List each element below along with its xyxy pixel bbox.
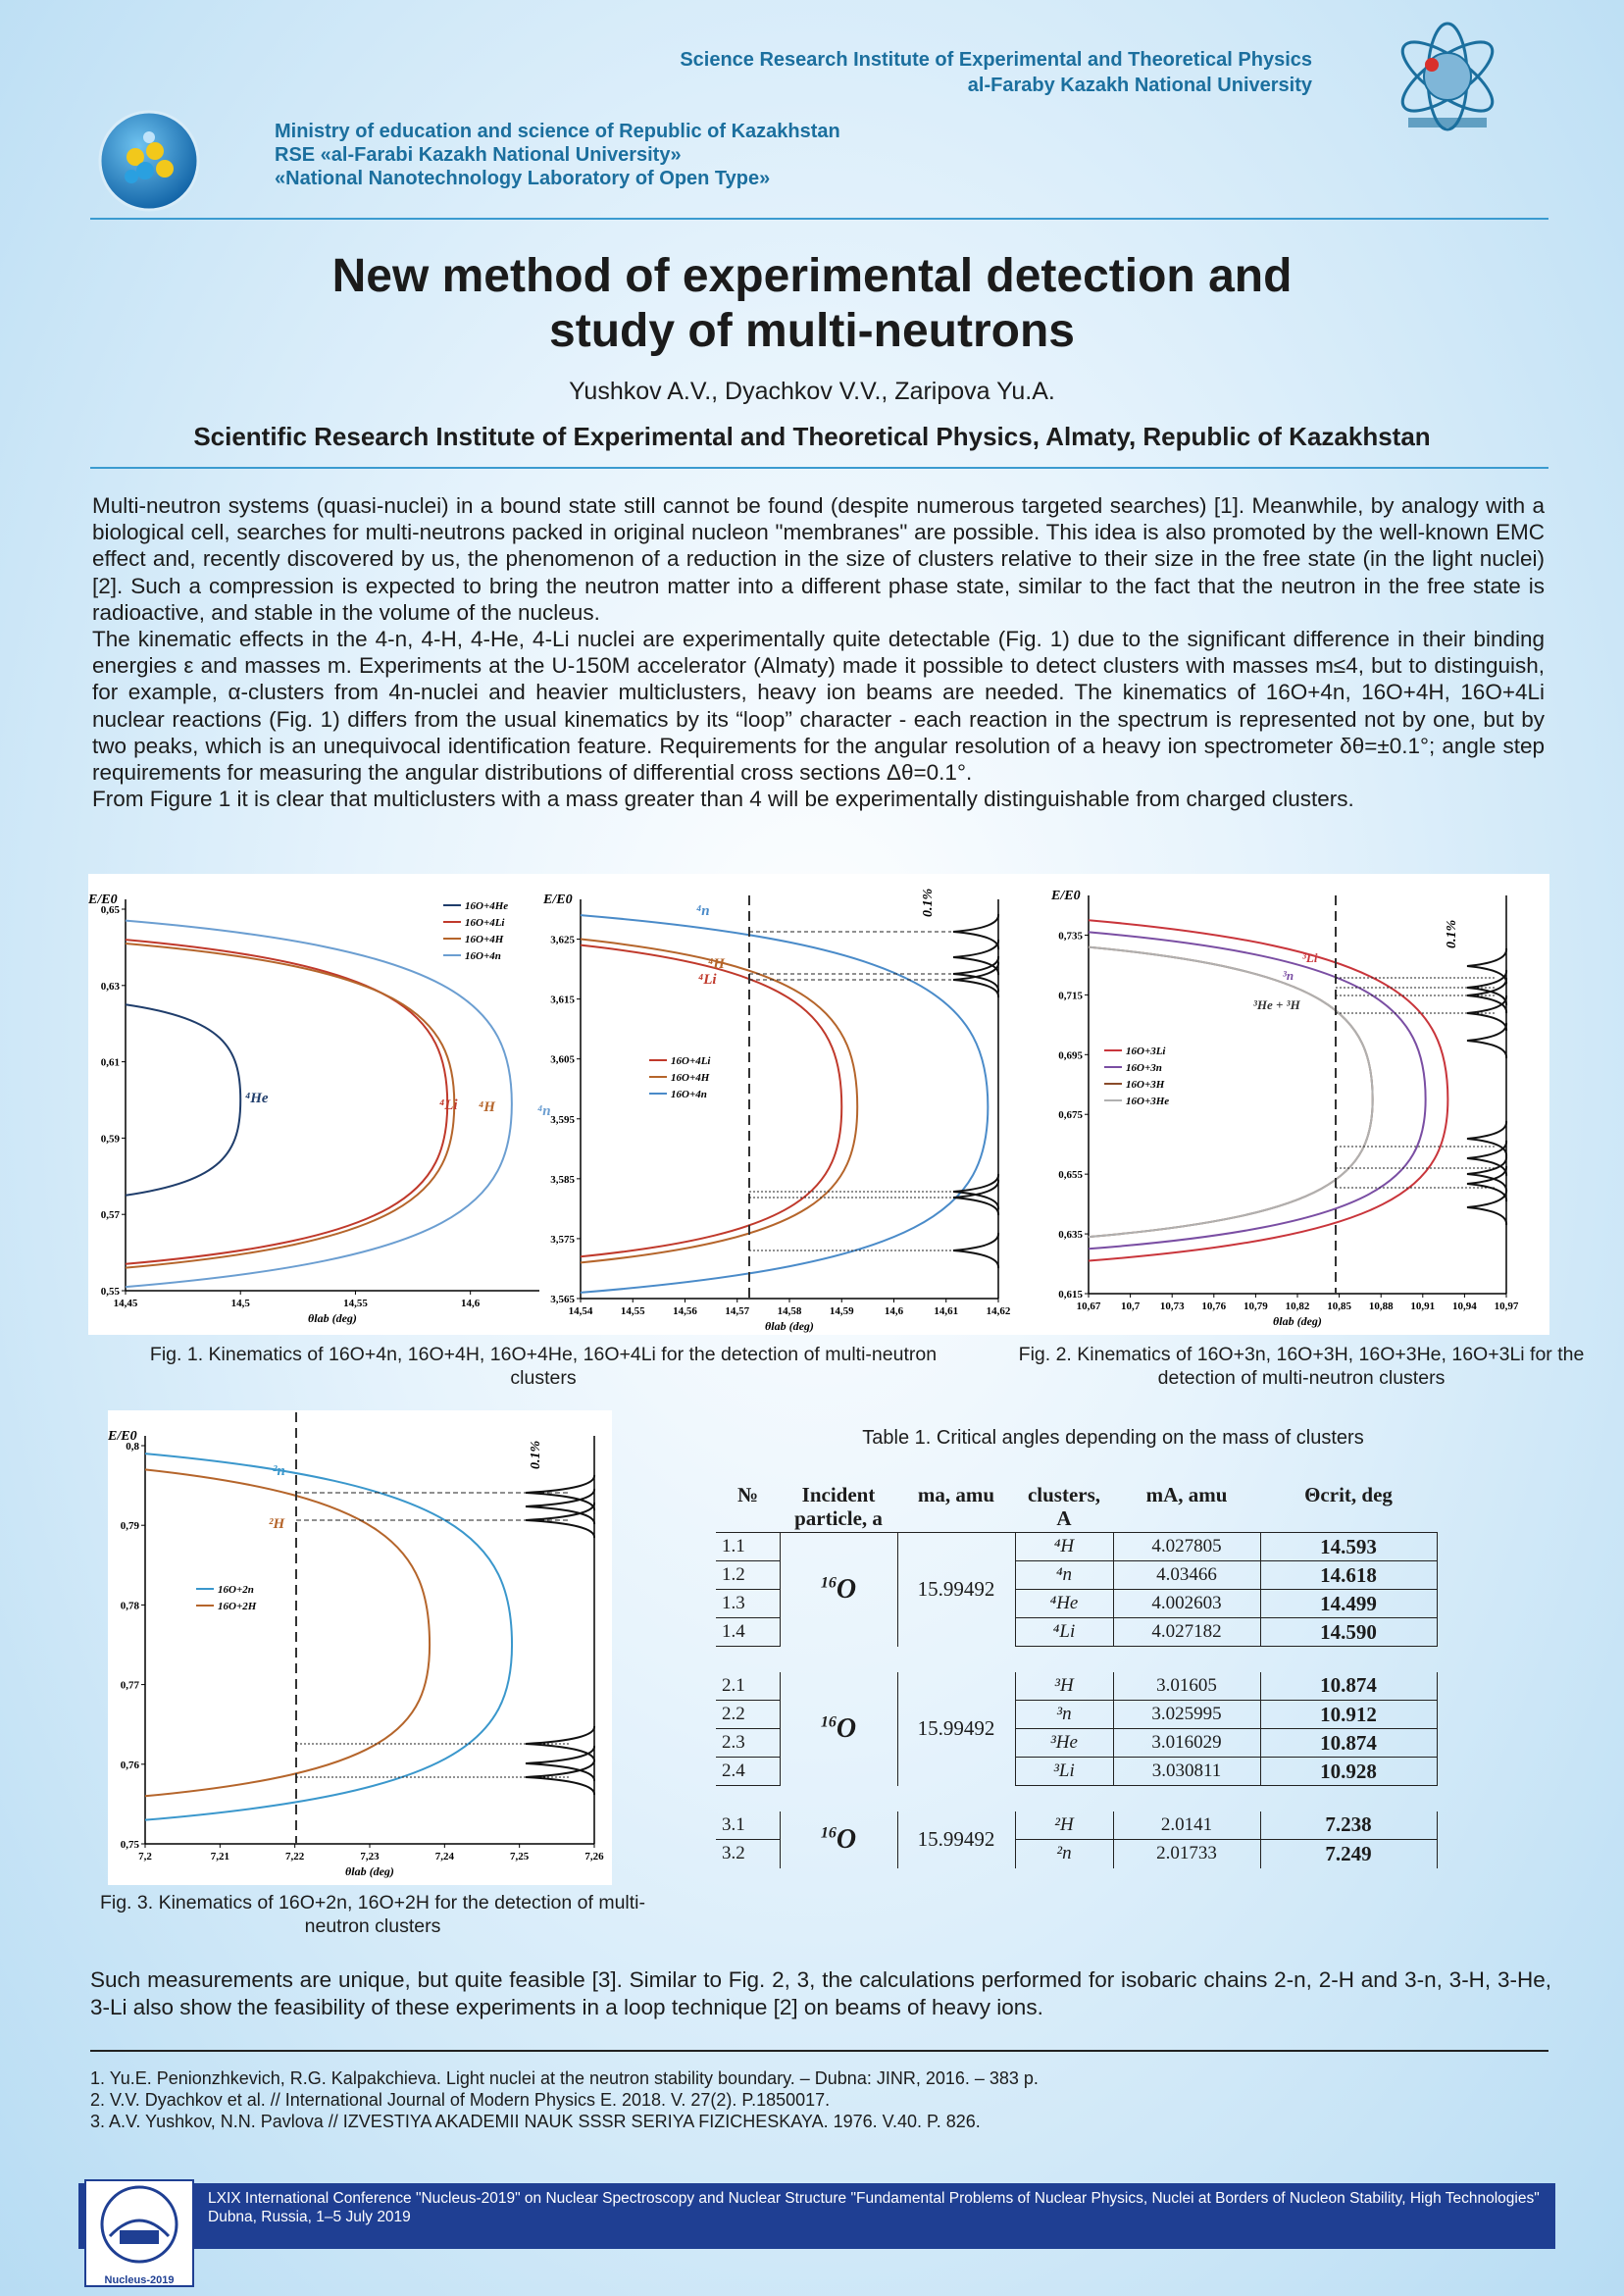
abstract-paragraph: The kinematic effects in the 4-n, 4-H, 4-He, 4-Li nuclei are experimentally quite detectable (Fig. 1) due to the significant difference in their binding energies ε and masses m. Experiments at the U-150M accelerator (Almaty) made it possible to detect clusters with masses m≤4, but to distinguish, for example, α-clusters from 4n-nuclei and heavier multiclusters, heavy ion beams are needed. The kinematics of 16O+4n, 16O+4H, 16O+4Li nuclear reactions (Fig. 1) differs from the usual kinematics by its “loop” character - each reaction in the spectrum is represented not by one, but by two peaks, which is an unequivocal identification feature. Requirements for the angular resolution of a heavy ion spectrometer δθ=±0.1°; angle step requirements for measuring the angular distributions of differential cross sections Δθ=0.1°. bbox=[92, 627, 1545, 786]
curve-label-3n: ³n bbox=[1283, 968, 1294, 983]
cluster-mass: 4.027182 bbox=[1113, 1618, 1260, 1647]
critical-angle: 14.499 bbox=[1260, 1590, 1437, 1618]
cluster: ⁴n bbox=[1015, 1561, 1113, 1590]
cluster-mass: 3.01605 bbox=[1113, 1672, 1260, 1701]
y-axis-label: E/E0 bbox=[108, 1429, 137, 1444]
row-number: 1.1 bbox=[716, 1533, 780, 1561]
poster-title bbox=[0, 249, 1624, 359]
critical-angle: 10.874 bbox=[1260, 1729, 1437, 1758]
cluster-mass: 4.002603 bbox=[1113, 1590, 1260, 1618]
series-line bbox=[126, 1004, 240, 1196]
series-line bbox=[126, 940, 447, 1264]
particle-mass: 15.99492 bbox=[897, 1672, 1015, 1786]
reference-item: 2. V.V. Dyachkov et al. // International Journal of Modern Physics E. 2018. V. 27(2). P.1850017. bbox=[90, 2090, 831, 2110]
curve-label: ⁴n bbox=[696, 903, 710, 919]
legend-label: 16O+4Li bbox=[671, 1055, 711, 1067]
series-line bbox=[581, 915, 988, 1293]
x-tick-label: 14,55 bbox=[620, 1305, 645, 1317]
x-tick-label: 14,57 bbox=[725, 1305, 750, 1317]
x-tick-label: 14,56 bbox=[673, 1305, 697, 1317]
row-number: 3.2 bbox=[722, 1843, 745, 1864]
x-tick-label: 14,55 bbox=[343, 1298, 368, 1309]
peak bbox=[953, 962, 998, 997]
series-line bbox=[1089, 947, 1373, 1237]
kaznu-logo bbox=[98, 110, 200, 212]
curve-label: ²H bbox=[269, 1516, 285, 1532]
critical-angles-table bbox=[716, 1481, 1438, 1868]
fig3-chart bbox=[108, 1410, 612, 1885]
cluster: ⁴Li bbox=[1015, 1618, 1113, 1647]
legend-label: 16O+4He bbox=[465, 900, 509, 912]
col-header: clusters, A bbox=[1027, 1483, 1101, 1530]
ministry-line-3: «National Nanotechnology Laboratory of Open Type» bbox=[275, 168, 771, 189]
row-number: 1.3 bbox=[716, 1590, 780, 1618]
curve-label: ⁴Li bbox=[439, 1097, 458, 1113]
series-line bbox=[1089, 947, 1373, 1237]
x-tick-label: 14,54 bbox=[568, 1305, 593, 1317]
x-tick-label: 14,59 bbox=[829, 1305, 854, 1317]
legend-label: 16O+3Li bbox=[1126, 1046, 1166, 1057]
y-tick-label: 0,63 bbox=[100, 980, 120, 993]
peak bbox=[953, 956, 998, 992]
y-tick-label: 3,565 bbox=[550, 1294, 575, 1305]
fig1-chart bbox=[88, 874, 1069, 1335]
curve-label: ⁴n bbox=[537, 1103, 551, 1119]
legend-label: 16O+4n bbox=[671, 1089, 707, 1100]
x-tick-label: 7,25 bbox=[510, 1851, 530, 1862]
x-tick-label: 10,94 bbox=[1452, 1301, 1477, 1312]
legend-label: 16O+4Li bbox=[465, 917, 505, 929]
x-tick-label: 14,5 bbox=[230, 1298, 250, 1309]
cluster-mass: 3.025995 bbox=[1113, 1701, 1260, 1729]
critical-angle: 14.590 bbox=[1260, 1618, 1437, 1647]
col-header: ma, amu bbox=[917, 1483, 995, 1506]
x-tick-label: 10,7 bbox=[1120, 1301, 1141, 1312]
x-tick-label: 10,76 bbox=[1201, 1301, 1227, 1312]
x-tick-label: 7,23 bbox=[360, 1851, 380, 1862]
institute-line-2: al-Faraby Kazakh National University bbox=[967, 75, 1312, 96]
legend-label: 16O+3He bbox=[1126, 1096, 1170, 1107]
legend-label: 16O+4H bbox=[671, 1072, 710, 1084]
table-row bbox=[716, 1672, 1437, 1701]
x-tick-label: 14,62 bbox=[986, 1305, 1011, 1317]
chart-plot bbox=[88, 893, 551, 1325]
critical-angle: 10.928 bbox=[1260, 1758, 1437, 1786]
cluster-mass: 2.01733 bbox=[1113, 1840, 1260, 1868]
cluster: ⁴H bbox=[1015, 1533, 1113, 1561]
conference-logo-text: Nucleus-2019 bbox=[104, 2274, 175, 2286]
resolution-label: 0.1% bbox=[921, 888, 936, 917]
x-tick-label: 10,88 bbox=[1368, 1301, 1394, 1312]
legend-label: 16O+4H bbox=[465, 934, 504, 945]
x-tick-label: 7,21 bbox=[210, 1851, 229, 1862]
curve-label: ²n bbox=[273, 1463, 285, 1479]
y-tick-label: 0,77 bbox=[120, 1679, 139, 1692]
institute-line-1: Science Research Institute of Experimental and Theoretical Physics bbox=[680, 49, 1312, 71]
y-axis-label: E/E0 bbox=[88, 893, 118, 907]
spectrum bbox=[526, 1441, 594, 1795]
series-line bbox=[581, 940, 857, 1263]
y-tick-label: 3,605 bbox=[550, 1053, 575, 1066]
fig2-caption: Fig. 2. Kinematics of 16O+3n, 16O+3H, 16O+3He, 16O+3Li for the detection of multi-neutron clusters bbox=[1018, 1344, 1585, 1389]
ministry-line-2: RSE «al-Farabi Kazakh National University» bbox=[275, 144, 682, 166]
y-tick-label: 0,65 bbox=[100, 904, 120, 916]
cluster: ³n bbox=[1015, 1701, 1113, 1729]
y-tick-label: 0,735 bbox=[1058, 930, 1083, 943]
legend-label: 16O+3H bbox=[1126, 1079, 1165, 1091]
x-tick-label: 10,82 bbox=[1285, 1301, 1310, 1312]
curve-label-3he-3h: ³He + ³H bbox=[1253, 997, 1300, 1012]
legend-label: 16O+2n bbox=[218, 1584, 254, 1596]
abstract-paragraph: Multi-neutron systems (quasi-nuclei) in a bound state still cannot be found (despite numerous targeted searches) [1]. Meanwhile, by analogy with a biological cell, searches for multi-neutrons packed in original nucleon "membranes" are possible. This idea is also promoted by the well-known EMC effect and, recently discovered by us, the phenomenon of a reduction in the size of clusters relative to their size in the free state (in the light nuclei) [2]. Such a compression is expected to bring the neutron matter into a different phase state, similar to the fact that the neutron in the free state is radioactive, and stable in the volume of the nucleus. bbox=[92, 493, 1545, 625]
curve-label: ⁴H bbox=[479, 1099, 495, 1115]
x-tick-label: 10,67 bbox=[1076, 1301, 1101, 1312]
x-tick-label: 10,91 bbox=[1410, 1301, 1436, 1312]
institute-name bbox=[680, 47, 1312, 98]
header-divider bbox=[90, 218, 1548, 220]
y-tick-label: 3,625 bbox=[550, 934, 575, 946]
y-tick-label: 0,59 bbox=[100, 1133, 120, 1146]
peak bbox=[1467, 1023, 1506, 1058]
table-spacer bbox=[716, 1786, 1437, 1811]
ministry-line-1: Ministry of education and science of Republic of Kazakhstan bbox=[275, 121, 840, 142]
x-tick-label: 10,85 bbox=[1327, 1301, 1351, 1312]
col-header: Θcrit, deg bbox=[1304, 1483, 1393, 1506]
cluster-mass: 4.03466 bbox=[1113, 1561, 1260, 1590]
x-axis-label: θlab (deg) bbox=[345, 1864, 394, 1878]
peak bbox=[953, 1233, 998, 1268]
y-axis-label: E/E0 bbox=[543, 893, 573, 907]
cluster-mass: 4.027805 bbox=[1113, 1533, 1260, 1561]
affiliation: Scientific Research Institute of Experimental and Theoretical Physics, Almaty, Republic of Kazakhstan bbox=[193, 422, 1431, 451]
x-tick-label: 14,61 bbox=[934, 1305, 959, 1317]
table-row bbox=[716, 1811, 1437, 1840]
col-header: mA, amu bbox=[1145, 1483, 1228, 1506]
critical-angle: 7.238 bbox=[1260, 1811, 1437, 1840]
critical-angle: 14.593 bbox=[1260, 1533, 1437, 1561]
abstract-paragraph: From Figure 1 it is clear that multiclusters with a mass greater than 4 will be experimentally distinguishable from charged clusters. bbox=[92, 787, 1354, 812]
x-tick-label: 10,73 bbox=[1159, 1301, 1185, 1312]
table-spacer bbox=[716, 1647, 1437, 1672]
peak bbox=[1467, 948, 1506, 984]
legend-label: 16O+3n bbox=[1126, 1062, 1162, 1074]
x-tick-label: 14,45 bbox=[113, 1298, 138, 1309]
conference-logo bbox=[84, 2179, 194, 2287]
authors: Yushkov A.V., Dyachkov V.V., Zaripova Yu.A. bbox=[569, 378, 1055, 405]
legend bbox=[649, 1055, 711, 1100]
critical-angle: 10.912 bbox=[1260, 1701, 1437, 1729]
institute-atom-logo bbox=[1389, 16, 1506, 133]
conclusion: Such measurements are unique, but quite feasible [3]. Similar to Fig. 2, 3, the calculations performed for isobaric chains 2-n, 2-H and 3-n, 3-H, 3-He, 3-Li also show the feasibility of these experiments in a loop technique [2] on beams of heavy ions. bbox=[90, 1967, 1551, 2019]
x-tick-label: 14,6 bbox=[884, 1305, 904, 1317]
critical-angle: 7.249 bbox=[1260, 1840, 1437, 1868]
y-axis-label: E/E0 bbox=[1051, 889, 1081, 903]
cluster-mass: 3.016029 bbox=[1113, 1729, 1260, 1758]
incident-particle: $^{16}$O bbox=[780, 1672, 897, 1786]
y-tick-label: 3,585 bbox=[550, 1173, 575, 1186]
curve-label: ⁴He bbox=[245, 1091, 269, 1106]
abstract bbox=[92, 492, 1545, 812]
incident-particle: $^{16}$O bbox=[780, 1533, 897, 1647]
y-tick-label: 0,79 bbox=[120, 1520, 139, 1533]
chart-plot bbox=[108, 1429, 604, 1878]
legend-label: 16O+2H bbox=[218, 1601, 257, 1612]
y-tick-label: 0,57 bbox=[100, 1209, 120, 1222]
x-tick-label: 7,22 bbox=[285, 1851, 305, 1862]
peak bbox=[953, 1180, 998, 1215]
resolution-label: 0.1% bbox=[529, 1440, 543, 1469]
footer-text bbox=[208, 2189, 1542, 2226]
y-tick-label: 0,615 bbox=[1058, 1289, 1083, 1301]
cluster: ⁴He bbox=[1015, 1590, 1113, 1618]
references bbox=[90, 2067, 1039, 2132]
cluster-mass: 3.030811 bbox=[1113, 1758, 1260, 1786]
row-number: 2.1 bbox=[716, 1672, 780, 1701]
incident-particle: $^{16}$O bbox=[780, 1811, 897, 1868]
peak bbox=[953, 1174, 998, 1209]
ministry-block bbox=[275, 120, 840, 190]
peak bbox=[1467, 1190, 1506, 1225]
x-tick-label: 7,2 bbox=[138, 1851, 152, 1862]
y-tick-label: 0,61 bbox=[100, 1056, 120, 1069]
title-divider bbox=[90, 467, 1548, 469]
x-tick-label: 7,24 bbox=[434, 1851, 454, 1862]
fig2-chart bbox=[1045, 874, 1549, 1335]
cluster: ³He bbox=[1015, 1729, 1113, 1758]
x-axis-label: θlab (deg) bbox=[308, 1311, 357, 1325]
cluster: ²H bbox=[1015, 1811, 1113, 1840]
spectrum bbox=[1445, 920, 1506, 1225]
chart-plot bbox=[542, 893, 1011, 1333]
y-tick-label: 0,75 bbox=[120, 1839, 139, 1851]
col-header: № bbox=[736, 1483, 759, 1506]
x-tick-label: 10,79 bbox=[1243, 1301, 1268, 1312]
curve-label-3li: ³Li bbox=[1302, 950, 1318, 965]
y-tick-label: 0,655 bbox=[1058, 1169, 1083, 1182]
reference-item: 3. A.V. Yushkov, N.N. Pavlova // IZVESTIYA AKADEMII NAUK SSSR SERIYA FIZICHESKAYA. 1976. V.40. P. 826. bbox=[90, 2112, 981, 2131]
critical-angle: 10.874 bbox=[1260, 1672, 1437, 1701]
chart-plot bbox=[1050, 889, 1519, 1328]
y-tick-label: 3,575 bbox=[550, 1233, 575, 1246]
row-number: 2.2 bbox=[716, 1701, 780, 1729]
legend bbox=[196, 1584, 257, 1612]
x-axis-label: θlab (deg) bbox=[1273, 1314, 1322, 1328]
reference-item: 1. Yu.E. Penionzhkevich, R.G. Kalpakchieva. Light nuclei at the neutron stability boundary. – Dubna: JINR, 2016. – 383 p. bbox=[90, 2068, 1039, 2088]
y-tick-label: 0,8 bbox=[126, 1441, 139, 1453]
y-tick-label: 3,615 bbox=[550, 994, 575, 1006]
curve-label: ⁴H bbox=[708, 956, 725, 972]
resolution-label: 0.1% bbox=[1445, 919, 1459, 948]
row-number: 1.4 bbox=[716, 1618, 780, 1647]
y-tick-label: 0,715 bbox=[1058, 990, 1083, 1002]
legend bbox=[1104, 1046, 1169, 1107]
table-caption: Table 1. Critical angles depending on the mass of clusters bbox=[862, 1427, 1364, 1449]
cluster: ²n bbox=[1015, 1840, 1113, 1868]
series-line bbox=[145, 1469, 430, 1796]
particle-mass: 15.99492 bbox=[897, 1811, 1015, 1868]
table-row bbox=[716, 1533, 1437, 1561]
row-number: 1.2 bbox=[716, 1561, 780, 1590]
cluster: ³H bbox=[1015, 1672, 1113, 1701]
particle-mass: 15.99492 bbox=[897, 1533, 1015, 1647]
title-line-2: study of multi-neutrons bbox=[549, 305, 1075, 357]
series-line bbox=[126, 944, 454, 1268]
legend bbox=[443, 900, 508, 962]
refs-divider bbox=[90, 2050, 1548, 2052]
x-tick-label: 7,26 bbox=[584, 1851, 604, 1862]
y-tick-label: 0,635 bbox=[1058, 1229, 1083, 1242]
y-tick-label: 0,55 bbox=[100, 1286, 120, 1298]
row-number: 2.4 bbox=[716, 1758, 780, 1786]
y-tick-label: 0,695 bbox=[1058, 1049, 1083, 1062]
x-axis-label: θlab (deg) bbox=[765, 1319, 814, 1333]
peak bbox=[953, 914, 998, 949]
fig1-caption: Fig. 1. Kinematics of 16O+4n, 16O+4H, 16O+4He, 16O+4Li for the detection of multi-neutron clusters bbox=[149, 1344, 938, 1389]
fig3-caption: Fig. 3. Kinematics of 16O+2n, 16O+2H for the detection of multi-neutron clusters bbox=[99, 1892, 646, 1937]
peak bbox=[1467, 995, 1506, 1031]
col-header: Incident particle, a bbox=[794, 1483, 883, 1530]
x-tick-label: 14,58 bbox=[777, 1305, 802, 1317]
footer-line-1: LXIX International Conference "Nucleus-2019" on Nuclear Spectroscopy and Nuclear Structure "Fundamental Problems of Nuclear Physics, Nuclei at Borders of Nucleon Stability, High Technologies" bbox=[208, 2190, 1540, 2207]
x-tick-label: 10,97 bbox=[1494, 1301, 1519, 1312]
curve-label: ⁴Li bbox=[698, 972, 717, 988]
y-tick-label: 0,675 bbox=[1058, 1109, 1083, 1122]
row-number: 2.3 bbox=[716, 1729, 780, 1758]
row-number: 3.1 bbox=[716, 1811, 780, 1840]
peak bbox=[953, 940, 998, 975]
cluster-mass: 2.0141 bbox=[1113, 1811, 1260, 1840]
y-tick-label: 3,595 bbox=[550, 1113, 575, 1126]
cluster: ³Li bbox=[1015, 1758, 1113, 1786]
y-tick-label: 0,78 bbox=[120, 1600, 139, 1612]
critical-angle: 14.618 bbox=[1260, 1561, 1437, 1590]
footer-line-2: Dubna, Russia, 1–5 July 2019 bbox=[208, 2209, 411, 2225]
x-tick-label: 14,6 bbox=[461, 1298, 481, 1309]
y-tick-label: 0,76 bbox=[120, 1759, 139, 1771]
legend-label: 16O+4n bbox=[465, 950, 501, 962]
title-line-1: New method of experimental detection and bbox=[331, 250, 1293, 302]
